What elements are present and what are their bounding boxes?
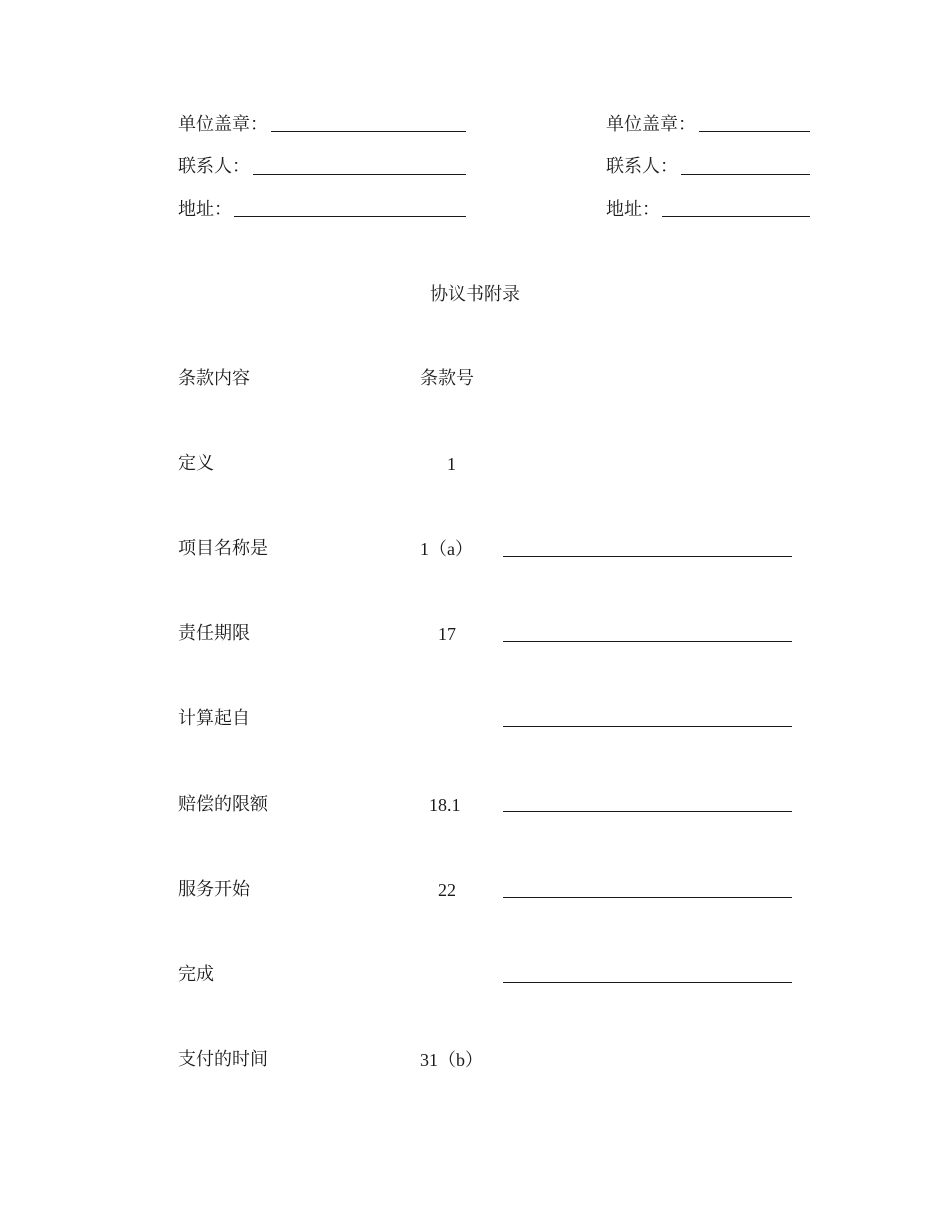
row-content: 服务开始 <box>178 879 250 900</box>
row-fill-line[interactable] <box>503 556 792 557</box>
row-content: 项目名称是 <box>178 538 268 559</box>
header-clause-number: 条款号 <box>420 368 474 389</box>
row-fill-line[interactable] <box>503 982 792 983</box>
appendix-title: 协议书附录 <box>430 284 520 305</box>
address-field-right[interactable] <box>662 216 810 217</box>
row-content: 赔偿的限额 <box>178 794 268 815</box>
contact-field-left[interactable] <box>253 174 466 175</box>
row-fill-line[interactable] <box>503 641 792 642</box>
seal-field-right[interactable] <box>699 131 810 132</box>
row-number: 1 <box>447 454 456 474</box>
contact-label-left: 联系人： <box>178 156 250 177</box>
seal-label-left: 单位盖章： <box>178 114 268 135</box>
row-fill-line[interactable] <box>503 726 792 727</box>
row-number: 22 <box>438 880 456 900</box>
row-content: 责任期限 <box>178 623 250 644</box>
row-content: 完成 <box>178 964 214 985</box>
row-content: 支付的时间 <box>178 1049 268 1070</box>
contact-label-right: 联系人： <box>606 156 678 177</box>
row-number: 17 <box>438 624 456 644</box>
row-content: 定义 <box>178 453 214 474</box>
address-label-left: 地址： <box>178 199 232 220</box>
row-number: 31（b） <box>420 1050 483 1070</box>
row-number: 1（a） <box>420 539 473 559</box>
address-field-left[interactable] <box>234 216 466 217</box>
row-fill-line[interactable] <box>503 897 792 898</box>
row-content: 计算起自 <box>178 708 250 729</box>
seal-field-left[interactable] <box>271 131 466 132</box>
seal-label-right: 单位盖章： <box>606 114 696 135</box>
row-number: 18.1 <box>429 795 461 815</box>
row-fill-line[interactable] <box>503 811 792 812</box>
contact-field-right[interactable] <box>681 174 810 175</box>
header-clause-content: 条款内容 <box>178 368 250 389</box>
address-label-right: 地址： <box>606 199 660 220</box>
